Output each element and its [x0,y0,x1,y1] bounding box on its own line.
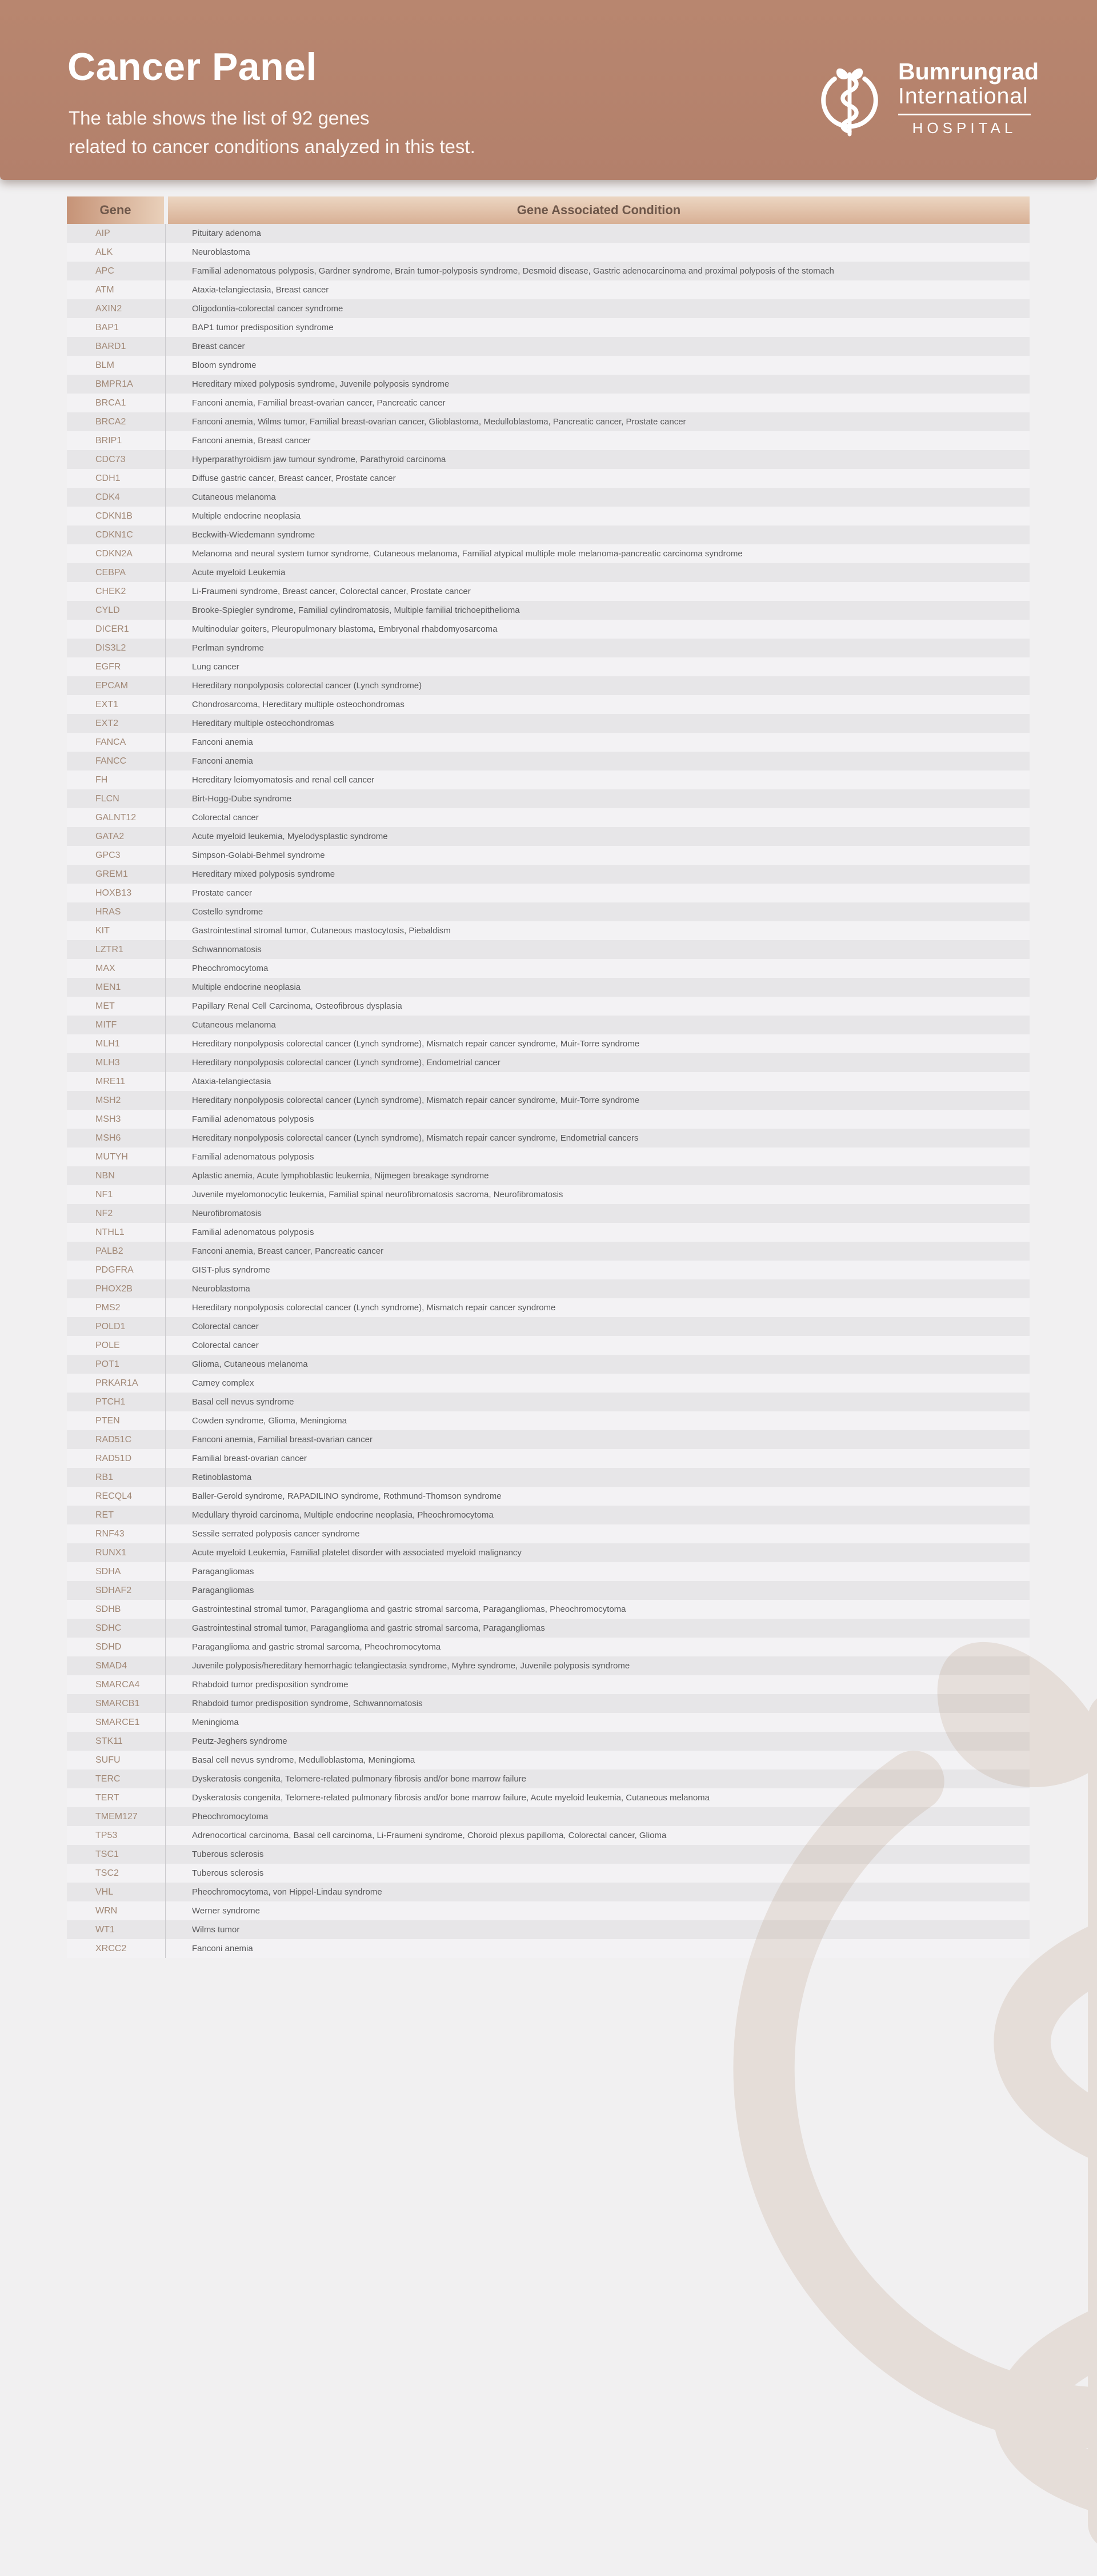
gene-cell: SDHD [95,1642,122,1652]
table-row [67,959,1030,978]
table-row [67,1619,1030,1638]
table-row [67,1279,1030,1298]
condition-cell: Aplastic anemia, Acute lymphoblastic leukemia, Nijmegen breakage syndrome [165,1166,1030,1185]
condition-cell: Paraganglioma and gastric stromal sarcoma, Pheochromocytoma [165,1638,1030,1656]
gene-cell: SUFU [95,1755,121,1765]
gene-cell: DIS3L2 [95,643,126,653]
condition-cell: Peutz-Jeghers syndrome [165,1732,1030,1751]
condition-cell: Gastrointestinal stromal tumor, Cutaneous mastocytosis, Piebaldism [165,921,1030,940]
condition-cell: Dyskeratosis congenita, Telomere-related pulmonary fibrosis and/or bone marrow failure, Acute myeloid leukemia, Cutaneous melanoma [165,1788,1030,1807]
condition-cell: Familial adenomatous polyposis [165,1223,1030,1242]
table-row [67,1864,1030,1883]
condition-cell: Neuroblastoma [165,1279,1030,1298]
condition-cell: Familial breast-ovarian cancer [165,1449,1030,1468]
table-row [67,356,1030,375]
gene-cell: HOXB13 [95,888,132,898]
gene-cell: TP53 [95,1831,118,1840]
page-header [0,0,1097,180]
condition-cell: Li-Fraumeni syndrome, Breast cancer, Colorectal cancer, Prostate cancer [165,582,1030,601]
table-row [67,1468,1030,1487]
gene-cell: MSH3 [95,1114,121,1124]
gene-cell: MUTYH [95,1152,128,1162]
table-row [67,1317,1030,1336]
gene-cell: PALB2 [95,1246,123,1256]
table-row [67,620,1030,639]
gene-cell: AIP [95,228,110,238]
condition-cell: Hereditary nonpolyposis colorectal cancer (Lynch syndrome), Mismatch repair cancer syndrome, Muir-Torre syndrome [165,1034,1030,1053]
gene-cell: MSH2 [95,1096,121,1105]
table-header-row [67,196,1030,224]
table-row [67,1298,1030,1317]
table-row [67,1449,1030,1468]
gene-cell: RECQL4 [95,1491,133,1501]
subtitle-line-2: related to cancer conditions analyzed in this test. [69,136,475,157]
table-row [67,695,1030,714]
condition-cell: Acute myeloid Leukemia [165,563,1030,582]
table-row [67,299,1030,318]
gene-cell: RET [95,1510,114,1520]
gene-cell: MAX [95,964,115,973]
condition-cell: Fanconi anemia, Familial breast-ovarian cancer [165,1430,1030,1449]
table-row [67,582,1030,601]
table-row [67,1016,1030,1034]
condition-cell: Multiple endocrine neoplasia [165,978,1030,997]
table-row [67,1374,1030,1393]
gene-cell: NBN [95,1171,115,1181]
condition-cell: Retinoblastoma [165,1468,1030,1487]
table-row [67,431,1030,450]
condition-cell: Carney complex [165,1374,1030,1393]
table-row [67,1939,1030,1958]
condition-cell: Diffuse gastric cancer, Breast cancer, Prostate cancer [165,469,1030,488]
condition-cell: Cowden syndrome, Glioma, Meningioma [165,1411,1030,1430]
condition-cell: Juvenile polyposis/hereditary hemorrhagic telangiectasia syndrome, Myhre syndrome, Juvenile polyposis syndrome [165,1656,1030,1675]
table-row [67,733,1030,752]
condition-cell: Bloom syndrome [165,356,1030,375]
condition-cell: Pheochromocytoma, von Hippel-Lindau syndrome [165,1883,1030,1901]
condition-cell: Gastrointestinal stromal tumor, Paraganglioma and gastric stromal sarcoma, Paragangliomas [165,1619,1030,1638]
gene-cell: ATM [95,285,114,295]
condition-cell: Colorectal cancer [165,1317,1030,1336]
column-header-condition: Gene Associated Condition [168,196,1030,224]
gene-cell: TSC1 [95,1849,119,1859]
table-row [67,1053,1030,1072]
gene-cell: MLH3 [95,1058,120,1068]
table-row [67,1336,1030,1355]
gene-cell: SDHAF2 [95,1586,132,1595]
gene-cell: BAP1 [95,323,119,332]
condition-cell: Juvenile myelomonocytic leukemia, Familial spinal neurofibromatosis sacroma, Neurofibromatosis [165,1185,1030,1204]
table-row [67,243,1030,262]
table-row [67,657,1030,676]
table-row [67,525,1030,544]
condition-cell: Meningioma [165,1713,1030,1732]
logo-tagline: HOSPITAL [912,119,1017,137]
condition-cell: Hereditary multiple osteochondromas [165,714,1030,733]
table-row [67,1072,1030,1091]
gene-cell: WT1 [95,1925,115,1935]
table-row [67,978,1030,997]
condition-cell: Rhabdoid tumor predisposition syndrome, Schwannomatosis [165,1694,1030,1713]
caduceus-icon [816,57,883,138]
table-row [67,450,1030,469]
gene-cell: EXT1 [95,700,119,709]
table-row [67,827,1030,846]
condition-cell: Multinodular goiters, Pleuropulmonary blastoma, Embryonal rhabdomyosarcoma [165,620,1030,639]
condition-cell: Simpson-Golabi-Behmel syndrome [165,846,1030,865]
table-row [67,1920,1030,1939]
table-row [67,394,1030,412]
table-row [67,1694,1030,1713]
table-row [67,846,1030,865]
condition-cell: Hereditary mixed polyposis syndrome [165,865,1030,884]
condition-cell: Fanconi anemia, Wilms tumor, Familial breast-ovarian cancer, Glioblastoma, Medulloblastoma, Pancreatic cancer, Prostate cancer [165,412,1030,431]
condition-cell: Baller-Gerold syndrome, RAPADILINO syndrome, Rothmund-Thomson syndrome [165,1487,1030,1506]
condition-cell: Chondrosarcoma, Hereditary multiple osteochondromas [165,695,1030,714]
condition-cell: Wilms tumor [165,1920,1030,1939]
gene-cell: BARD1 [95,342,126,351]
gene-cell: BLM [95,360,114,370]
condition-cell: Adrenocortical carcinoma, Basal cell carcinoma, Li-Fraumeni syndrome, Choroid plexus papilloma, Colorectal cancer, Glioma [165,1826,1030,1845]
gene-cell: MSH6 [95,1133,121,1143]
table-row [67,1826,1030,1845]
table-row [67,808,1030,827]
gene-cell: SMARCB1 [95,1699,140,1708]
gene-cell: STK11 [95,1736,123,1746]
gene-cell: PMS2 [95,1303,121,1313]
gene-cell: BRCA1 [95,398,126,408]
table-row [67,1845,1030,1864]
table-row [67,1506,1030,1524]
logo-name-2: International [898,83,1028,109]
table-row [67,1355,1030,1374]
gene-cell: APC [95,266,114,276]
condition-cell: Hyperparathyroidism jaw tumour syndrome, Parathyroid carcinoma [165,450,1030,469]
condition-cell: Lung cancer [165,657,1030,676]
condition-cell: Basal cell nevus syndrome [165,1393,1030,1411]
table-row [67,1581,1030,1600]
gene-cell: RAD51C [95,1435,132,1445]
gene-cell: CDKN2A [95,549,133,559]
table-rows [67,224,1030,1958]
gene-cell: CDC73 [95,455,126,464]
condition-cell: Gastrointestinal stromal tumor, Paraganglioma and gastric stromal sarcoma, Paragangliomas, Pheochromocytoma [165,1600,1030,1619]
condition-cell: Glioma, Cutaneous melanoma [165,1355,1030,1374]
gene-cell: RAD51D [95,1454,132,1463]
gene-cell: SDHC [95,1623,122,1633]
condition-cell: Fanconi anemia [165,1939,1030,1958]
condition-cell: Rhabdoid tumor predisposition syndrome [165,1675,1030,1694]
condition-cell: Neurofibromatosis [165,1204,1030,1223]
gene-cell: EPCAM [95,681,128,691]
table-row [67,1751,1030,1770]
table-row [67,601,1030,620]
table-row [67,1091,1030,1110]
gene-cell: SMAD4 [95,1661,127,1671]
table-row [67,469,1030,488]
condition-cell: Paragangliomas [165,1581,1030,1600]
condition-cell: Neuroblastoma [165,243,1030,262]
logo-text [898,59,1039,137]
table-row [67,714,1030,733]
gene-cell: BRCA2 [95,417,126,427]
logo-divider [898,114,1031,115]
gene-cell: CDKN1B [95,511,133,521]
table-row [67,318,1030,337]
condition-cell: Hereditary nonpolyposis colorectal cancer (Lynch syndrome), Endometrial cancer [165,1053,1030,1072]
table-row [67,412,1030,431]
condition-cell: Tuberous sclerosis [165,1845,1030,1864]
condition-cell: Acute myeloid leukemia, Myelodysplastic syndrome [165,827,1030,846]
condition-cell: Werner syndrome [165,1901,1030,1920]
gene-cell: POLE [95,1341,120,1350]
page-subtitle [69,104,475,161]
condition-cell: BAP1 tumor predisposition syndrome [165,318,1030,337]
table-row [67,1034,1030,1053]
gene-cell: MITF [95,1020,117,1030]
condition-cell: Multiple endocrine neoplasia [165,507,1030,525]
condition-cell: Beckwith-Wiedemann syndrome [165,525,1030,544]
table-row [67,997,1030,1016]
table-row [67,1487,1030,1506]
table-row [67,789,1030,808]
table-row [67,940,1030,959]
table-row [67,1524,1030,1543]
gene-cell: MLH1 [95,1039,120,1049]
table-row [67,1430,1030,1449]
condition-cell: Dyskeratosis congenita, Telomere-related pulmonary fibrosis and/or bone marrow failure [165,1770,1030,1788]
column-header-gap [164,196,168,224]
subtitle-line-1: The table shows the list of 92 genes [69,107,370,129]
table-row [67,544,1030,563]
gene-cell: EXT2 [95,719,119,728]
gene-cell: CEBPA [95,568,126,577]
table-row [67,1713,1030,1732]
condition-cell: Breast cancer [165,337,1030,356]
gene-cell: MRE11 [95,1077,126,1086]
condition-cell: Hereditary nonpolyposis colorectal cancer (Lynch syndrome), Mismatch repair cancer syndrome, Endometrial cancers [165,1129,1030,1147]
gene-cell: ALK [95,247,113,257]
table-row [67,865,1030,884]
condition-cell: Costello syndrome [165,902,1030,921]
gene-cell: SMARCA4 [95,1680,140,1690]
condition-cell: Familial adenomatous polyposis, Gardner syndrome, Brain tumor-polyposis syndrome, Desmoid disease, Gastric adenocarcinoma and proximal polyposis of the stomach [165,262,1030,280]
table-row [67,1788,1030,1807]
gene-cell: GPC3 [95,850,121,860]
gene-cell: BRIP1 [95,436,122,446]
condition-cell: Pheochromocytoma [165,1807,1030,1826]
gene-cell: GATA2 [95,832,125,841]
table-row [67,1883,1030,1901]
table-row [67,902,1030,921]
condition-cell: Fanconi anemia, Breast cancer [165,431,1030,450]
table-row [67,1223,1030,1242]
hospital-logo [816,57,1039,138]
gene-cell: CDK4 [95,492,120,502]
table-row [67,1732,1030,1751]
gene-cell: TERT [95,1793,119,1803]
table-row [67,507,1030,525]
gene-cell: PDGFRA [95,1265,134,1275]
condition-cell: Hereditary nonpolyposis colorectal cancer (Lynch syndrome), Mismatch repair cancer syndrome [165,1298,1030,1317]
condition-cell: GIST-plus syndrome [165,1261,1030,1279]
table-row [67,771,1030,789]
condition-cell: Hereditary nonpolyposis colorectal cancer (Lynch syndrome) [165,676,1030,695]
table-row [67,1110,1030,1129]
gene-cell: TSC2 [95,1868,119,1878]
table-row [67,1204,1030,1223]
condition-cell: Pheochromocytoma [165,959,1030,978]
gene-cell: POT1 [95,1359,119,1369]
condition-cell: Paragangliomas [165,1562,1030,1581]
gene-cell: MEN1 [95,982,121,992]
gene-cell: CYLD [95,605,120,615]
gene-cell: DICER1 [95,624,129,634]
condition-cell: Hereditary nonpolyposis colorectal cancer (Lynch syndrome), Mismatch repair cancer syndrome, Muir-Torre syndrome [165,1091,1030,1110]
table-row [67,1411,1030,1430]
condition-cell: Fanconi anemia [165,752,1030,771]
condition-cell: Acute myeloid Leukemia, Familial platelet disorder with associated myeloid malignancy [165,1543,1030,1562]
table-row [67,1656,1030,1675]
gene-cell: PTEN [95,1416,120,1426]
gene-cell: SDHA [95,1567,121,1576]
gene-cell: POLD1 [95,1322,126,1331]
gene-cell: VHL [95,1887,114,1897]
table-row [67,1807,1030,1826]
column-header-gene: Gene [67,196,164,224]
table-row [67,375,1030,394]
table-row [67,262,1030,280]
table-row [67,1166,1030,1185]
condition-cell: Birt-Hogg-Dube syndrome [165,789,1030,808]
table-row [67,1638,1030,1656]
gene-cell: KIT [95,926,110,936]
table-row [67,337,1030,356]
gene-cell: EGFR [95,662,121,672]
condition-cell: Perlman syndrome [165,639,1030,657]
gene-cell: NF1 [95,1190,113,1199]
condition-cell: Tuberous sclerosis [165,1864,1030,1883]
gene-cell: CHEK2 [95,587,126,596]
table-row [67,488,1030,507]
gene-cell: PTCH1 [95,1397,126,1407]
condition-cell: Melanoma and neural system tumor syndrome, Cutaneous melanoma, Familial atypical multiple mole melanoma-pancreatic carcinoma syndrome [165,544,1030,563]
gene-cell: SDHB [95,1604,121,1614]
condition-cell: Prostate cancer [165,884,1030,902]
table-row [67,1261,1030,1279]
table-row [67,1185,1030,1204]
gene-cell: RB1 [95,1472,114,1482]
logo-name: Bumrungrad [898,58,1039,85]
condition-cell: Fanconi anemia, Breast cancer, Pancreatic cancer [165,1242,1030,1261]
table-row [67,280,1030,299]
table-row [67,1901,1030,1920]
condition-cell: Ataxia-telangiectasia [165,1072,1030,1091]
table-row [67,921,1030,940]
condition-cell: Schwannomatosis [165,940,1030,959]
gene-cell: GREM1 [95,869,128,879]
condition-cell: Medullary thyroid carcinoma, Multiple endocrine neoplasia, Pheochromocytoma [165,1506,1030,1524]
condition-cell: Brooke-Spiegler syndrome, Familial cylindromatosis, Multiple familial trichoepithelioma [165,601,1030,620]
condition-cell: Cutaneous melanoma [165,488,1030,507]
gene-cell: SMARCE1 [95,1718,140,1727]
gene-cell: FH [95,775,108,785]
gene-cell: NF2 [95,1209,113,1218]
gene-cell: TMEM127 [95,1812,138,1821]
condition-cell: Ataxia-telangiectasia, Breast cancer [165,280,1030,299]
gene-cell: TERC [95,1774,121,1784]
condition-cell: Cutaneous melanoma [165,1016,1030,1034]
table-row [67,676,1030,695]
gene-table [67,196,1030,1958]
gene-cell: BMPR1A [95,379,133,389]
gene-cell: RNF43 [95,1529,125,1539]
table-row [67,1129,1030,1147]
gene-cell: GALNT12 [95,813,137,822]
table-row [67,1562,1030,1581]
gene-cell: AXIN2 [95,304,122,314]
condition-cell: Oligodontia-colorectal cancer syndrome [165,299,1030,318]
table-row [67,1393,1030,1411]
gene-cell: NTHL1 [95,1227,125,1237]
condition-cell: Sessile serrated polyposis cancer syndrome [165,1524,1030,1543]
gene-cell: PRKAR1A [95,1378,138,1388]
gene-cell: WRN [95,1906,118,1916]
table-row [67,1675,1030,1694]
table-row [67,1147,1030,1166]
gene-cell: CDKN1C [95,530,133,540]
table-row [67,884,1030,902]
table-row [67,1600,1030,1619]
gene-cell: FANCA [95,737,126,747]
condition-cell: Fanconi anemia [165,733,1030,752]
gene-cell: HRAS [95,907,121,917]
table-row [67,639,1030,657]
gene-cell: MET [95,1001,115,1011]
gene-cell: CDH1 [95,474,121,483]
page-title: Cancer Panel [67,45,317,89]
condition-cell: Papillary Renal Cell Carcinoma, Osteofibrous dysplasia [165,997,1030,1016]
gene-cell: XRCC2 [95,1944,127,1953]
gene-cell: LZTR1 [95,945,123,954]
condition-cell: Pituitary adenoma [165,224,1030,243]
condition-cell: Basal cell nevus syndrome, Medulloblastoma, Meningioma [165,1751,1030,1770]
gene-cell: PHOX2B [95,1284,133,1294]
table-row [67,1242,1030,1261]
gene-cell: FANCC [95,756,127,766]
table-row [67,1770,1030,1788]
gene-cell: RUNX1 [95,1548,127,1558]
condition-cell: Familial adenomatous polyposis [165,1110,1030,1129]
condition-cell: Hereditary mixed polyposis syndrome, Juvenile polyposis syndrome [165,375,1030,394]
table-row [67,752,1030,771]
condition-cell: Fanconi anemia, Familial breast-ovarian cancer, Pancreatic cancer [165,394,1030,412]
gene-cell: FLCN [95,794,119,804]
condition-cell: Colorectal cancer [165,808,1030,827]
condition-cell: Colorectal cancer [165,1336,1030,1355]
condition-cell: Hereditary leiomyomatosis and renal cell cancer [165,771,1030,789]
condition-cell: Familial adenomatous polyposis [165,1147,1030,1166]
table-row [67,224,1030,243]
table-row [67,1543,1030,1562]
table-row [67,563,1030,582]
